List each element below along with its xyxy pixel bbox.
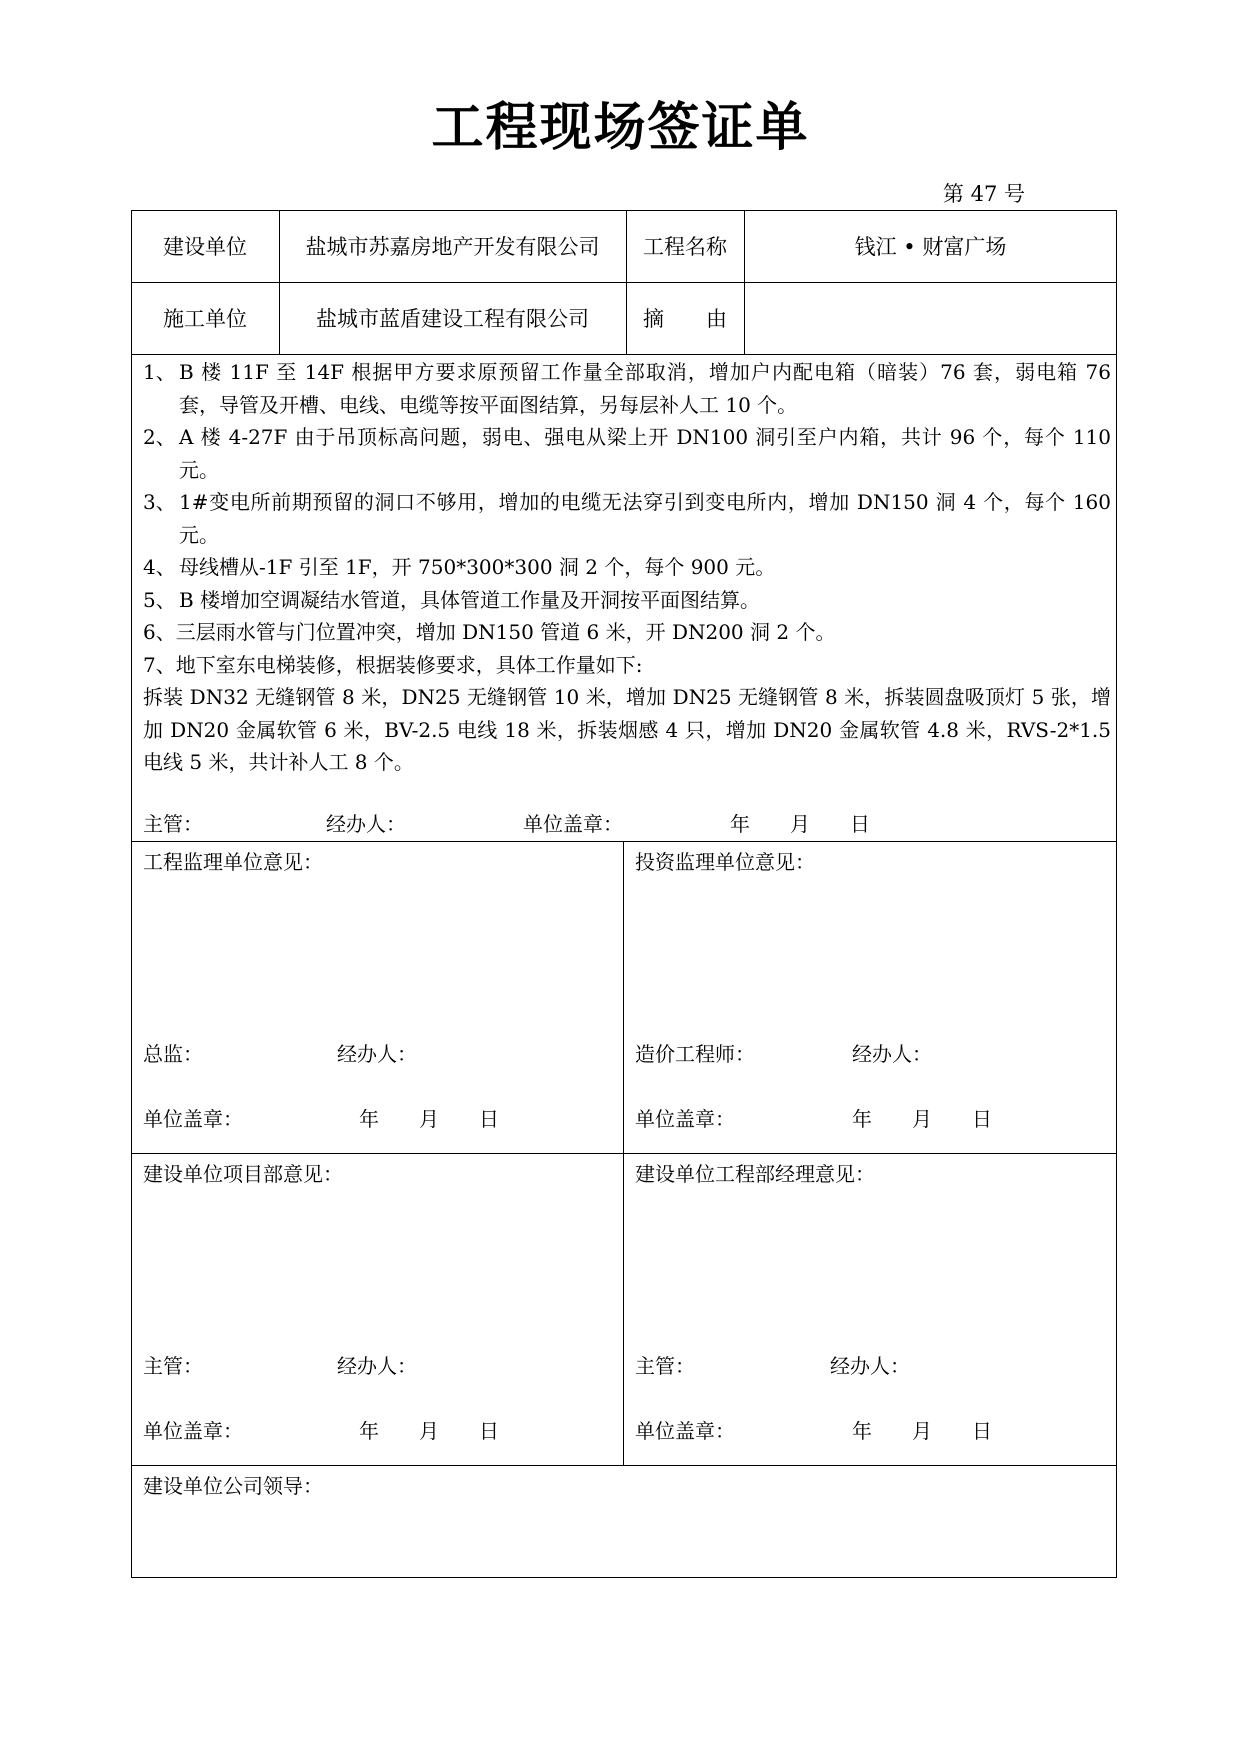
- col-divider: [623, 841, 624, 1465]
- project-name-label: 工程名称: [643, 235, 727, 259]
- engineering-supervision-opinion: 工程监理单位意见：: [143, 850, 323, 874]
- cost-engineer-sign: 造价工程师：: [635, 1042, 755, 1066]
- row-divider: [131, 841, 1117, 842]
- company-leadership-opinion: 建设单位公司领导：: [143, 1474, 323, 1498]
- item-detail: 拆装 DN32 无缝钢管 8 米，DN25 无缝钢管 10 米，增加 DN25 无缝钢管 8 米，拆装圆盘吸顶灯 5 张，增加 DN20 金属软管 6 米，BV-2.5 电线 18 米，拆装烟感 4 只，增加 DN20 金属软管 4.8 米，RVS-2*1.5 电线 5 米，共计补人工 8 个。: [143, 685, 1111, 774]
- change-items: [143, 356, 1111, 779]
- supervisor-sign: 主管：: [143, 812, 203, 836]
- chief-supervisor-sign: 总监：: [143, 1042, 203, 1066]
- summary-label: 摘 由: [643, 307, 727, 331]
- project-department-opinion: 建设单位项目部意见：: [143, 1162, 343, 1186]
- list-item: 5、 B 楼增加空调凝结水管道，具体管道工作量及开洞按平面图结算。: [143, 587, 761, 612]
- list-item: 7、地下室东电梯装修，根据装修要求，具体工作量如下:: [143, 652, 643, 677]
- list-item: 6、三层雨水管与门位置冲突，增加 DN150 管道 6 米，开 DN200 洞 2 个。: [143, 620, 836, 644]
- sign-date: 年 月 日: [359, 1107, 499, 1131]
- supervisor-sign: 主管：: [635, 1354, 695, 1378]
- seal-sign: 单位盖章：: [143, 1107, 243, 1131]
- document-number: 第 47 号: [942, 182, 1025, 206]
- handler-sign: 经办人：: [326, 812, 406, 836]
- sign-date: 年 月 日: [852, 1107, 992, 1131]
- contractor-value: 盐城市蓝盾建设工程有限公司: [316, 307, 589, 331]
- contractor-label: 施工单位: [163, 307, 247, 331]
- summary-value: [744, 282, 1117, 354]
- construction-unit-value: 盐城市苏嘉房地产开发有限公司: [305, 235, 600, 259]
- list-item: 4、 母线槽从-1F 引至 1F，开 750*300*300 洞 2 个，每个 900 元。: [143, 555, 776, 579]
- handler-sign: 经办人：: [337, 1354, 417, 1378]
- seal-sign: 单位盖章：: [143, 1419, 243, 1443]
- row-divider: [131, 354, 1117, 355]
- seal-sign: 单位盖章：: [523, 812, 623, 836]
- list-item: 3、 1#变电所前期预留的洞口不够用，增加的电缆无法穿引到变电所内，增加 DN150 洞 4 个，每个 160 元。: [143, 490, 1111, 547]
- handler-sign: 经办人：: [337, 1042, 417, 1066]
- list-item: 2、 A 楼 4-27F 由于吊顶标高问题，弱电、强电从梁上开 DN100 洞引至户内箱，共计 96 个，每个 110 元。: [143, 425, 1111, 482]
- sign-date: 年 月 日: [359, 1419, 499, 1443]
- seal-sign: 单位盖章：: [635, 1107, 735, 1131]
- document-title: 工程现场签证单: [431, 98, 810, 158]
- project-name-value: 钱江 • 财富广场: [854, 235, 1007, 259]
- row-divider: [131, 1465, 1117, 1466]
- sign-date: 年 月 日: [730, 812, 870, 836]
- list-item: 1、 B 楼 11F 至 14F 根据甲方要求原预留工作量全部取消，增加户内配电箱（暗装）76 套，弱电箱 76 套，导管及开槽、电线、电缆等按平面图结算，另每层补人工 10 个。: [143, 360, 1111, 417]
- seal-sign: 单位盖章：: [635, 1419, 735, 1443]
- supervisor-sign: 主管：: [143, 1354, 203, 1378]
- sign-date: 年 月 日: [852, 1419, 992, 1443]
- row-divider: [131, 1153, 1117, 1154]
- handler-sign: 经办人：: [830, 1354, 910, 1378]
- engineering-manager-opinion: 建设单位工程部经理意见：: [635, 1162, 875, 1186]
- handler-sign: 经办人：: [852, 1042, 932, 1066]
- construction-unit-label: 建设单位: [163, 235, 247, 259]
- investment-supervision-opinion: 投资监理单位意见：: [635, 850, 815, 874]
